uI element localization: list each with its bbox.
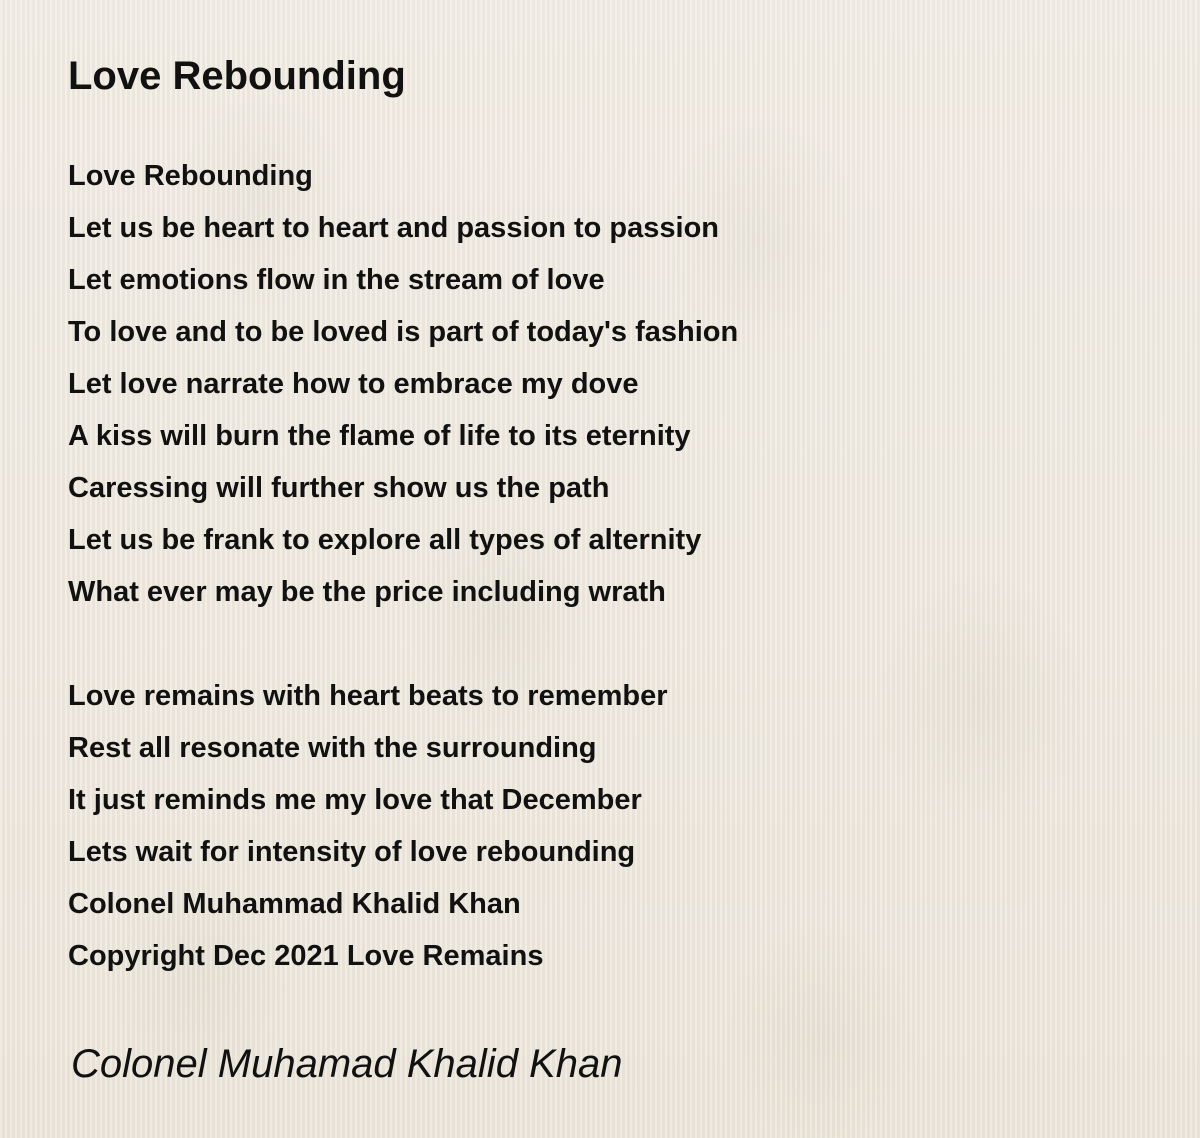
poem-line: A kiss will burn the flame of life to its eternity bbox=[68, 420, 691, 452]
poem-body bbox=[68, 150, 738, 982]
poem-line: Let us be frank to explore all types of alternity bbox=[68, 524, 702, 556]
poem-line: Let us be heart to heart and passion to passion bbox=[68, 212, 719, 244]
poem-line: Colonel Muhammad Khalid Khan bbox=[68, 888, 521, 920]
poem-line: It just reminds me my love that December bbox=[68, 784, 642, 816]
poem-line: Love remains with heart beats to remember bbox=[68, 680, 668, 712]
page-title: Love Rebounding bbox=[68, 54, 406, 98]
poem-line: Lets wait for intensity of love rebounding bbox=[68, 836, 636, 868]
poem-line: Let emotions flow in the stream of love bbox=[68, 264, 605, 296]
poem-line: What ever may be the price including wrath bbox=[68, 576, 666, 608]
author-signature: Colonel Muhamad Khalid Khan bbox=[71, 1042, 623, 1086]
poem-line: Let love narrate how to embrace my dove bbox=[68, 368, 639, 400]
poem-line: To love and to be loved is part of today's fashion bbox=[68, 316, 739, 348]
stanza-break bbox=[68, 618, 738, 670]
poem-line: Copyright Dec 2021 Love Remains bbox=[68, 940, 544, 972]
poem-line: Love Rebounding bbox=[68, 160, 313, 192]
poem-line: Rest all resonate with the surrounding bbox=[68, 732, 597, 764]
poem-line: Caressing will further show us the path bbox=[68, 472, 610, 504]
